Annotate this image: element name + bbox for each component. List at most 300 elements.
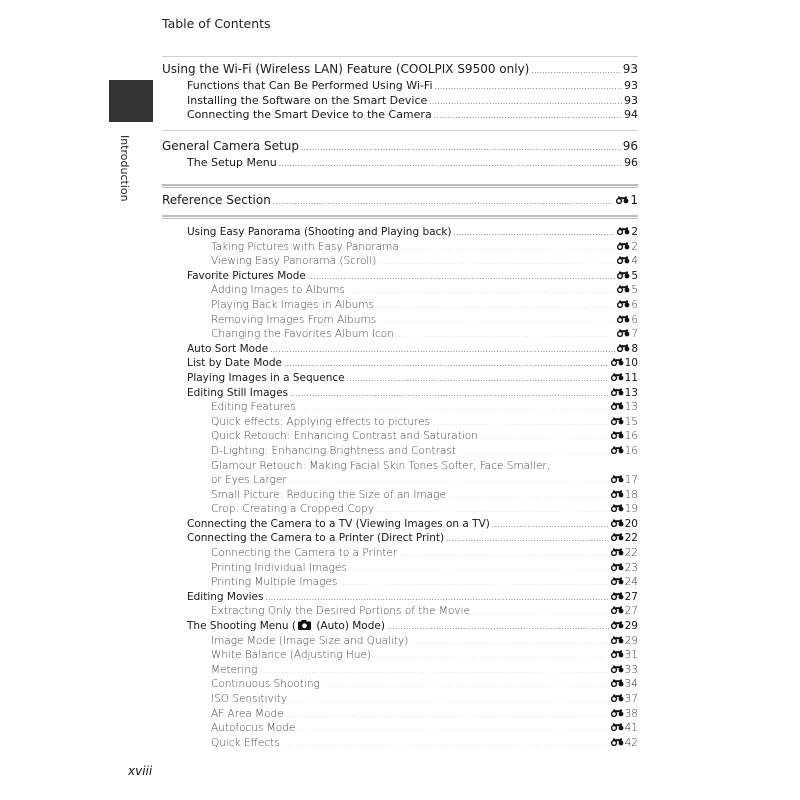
toc-entry-title-text: Using Easy Panorama (Shooting and Playing back) <box>187 226 452 238</box>
dot-leader <box>399 547 608 562</box>
toc-entry-page <box>611 648 638 663</box>
toc-entry[interactable] <box>162 327 638 342</box>
page-number: 96 <box>622 139 638 153</box>
page-number: 41 <box>624 722 638 735</box>
toc-entry-title <box>162 137 299 156</box>
binoculars-reference-icon <box>617 342 630 350</box>
toc-entry-title-text: Viewing Easy Panorama (Scroll) <box>211 255 377 268</box>
toc-entry-title <box>211 488 446 503</box>
toc-entry-title <box>211 575 337 590</box>
toc-entry-page <box>611 371 638 386</box>
toc-entry[interactable] <box>162 137 638 156</box>
toc-entry-page <box>611 546 638 561</box>
dot-leader <box>446 532 608 547</box>
toc-entry-title-text: The Setup Menu <box>187 156 277 169</box>
dot-leader <box>401 241 616 256</box>
dot-leader <box>279 157 622 172</box>
toc-entry-title <box>211 721 295 736</box>
toc-entry-page <box>611 444 638 459</box>
toc-entry-title <box>211 473 287 488</box>
toc-entry-title-text: Connecting the Smart Device to the Camera <box>187 108 432 121</box>
toc-entry-title <box>162 60 529 79</box>
page-number: 23 <box>624 561 638 574</box>
toc-entry-title <box>211 313 376 328</box>
page-number: 17 <box>624 474 638 487</box>
page-number: 2 <box>631 240 638 253</box>
toc-entry-title-text: Installing the Software on the Smart Device <box>187 93 428 107</box>
toc-entry-title <box>211 283 345 298</box>
toc-entry[interactable] <box>162 517 638 532</box>
dot-leader <box>410 635 608 650</box>
page-number: 94 <box>624 108 638 121</box>
toc-entry-title-text: Metering <box>211 663 258 676</box>
toc-entry-page <box>617 254 638 269</box>
toc-entry-page <box>617 327 638 342</box>
page-number: 5 <box>631 284 638 297</box>
toc-entry-page <box>611 604 638 619</box>
section-tab-label: Introduction <box>118 135 131 202</box>
toc-entry-title-text: Crop: Creating a Cropped Copy <box>211 503 375 516</box>
toc-entry[interactable] <box>162 663 638 678</box>
page-number: 6 <box>631 298 638 311</box>
toc-entry-title-text: Quick effects: Applying effects to pictures <box>211 415 431 428</box>
toc-entry[interactable] <box>162 619 638 634</box>
toc-entry-title <box>187 156 277 171</box>
toc-entry[interactable] <box>162 692 638 707</box>
binoculars-reference-icon <box>617 254 630 262</box>
toc-entry[interactable] <box>162 531 638 546</box>
binoculars-reference-icon <box>611 444 624 452</box>
toc-entry[interactable] <box>162 488 638 503</box>
toc-entry[interactable] <box>162 590 638 605</box>
binoculars-reference-icon <box>611 619 624 627</box>
camera-icon <box>298 620 311 630</box>
toc-entry-page <box>611 575 638 590</box>
toc-entry-title <box>211 298 374 313</box>
toc-entry[interactable] <box>162 721 638 736</box>
toc-entry-title-text: Printing Multiple Images <box>211 576 338 589</box>
binoculars-reference-icon <box>611 400 624 408</box>
dot-leader <box>282 737 609 752</box>
toc-entry[interactable] <box>162 634 638 649</box>
page-number: 16 <box>624 430 638 443</box>
binoculars-reference-icon <box>617 298 630 306</box>
dot-leader <box>373 649 609 664</box>
toc-entry-title-text: Removing Images From Albums <box>211 313 377 326</box>
toc-entry-title <box>162 191 271 210</box>
binoculars-reference-icon <box>617 283 630 291</box>
binoculars-reference-icon <box>611 415 624 423</box>
page-number: 27 <box>624 605 638 618</box>
page-number: 93 <box>624 93 638 107</box>
binoculars-reference-icon <box>617 225 630 233</box>
toc-entry-title-text: Glamour Retouch: Making Facial Skin Tones Softer, Face Smaller, <box>211 459 551 472</box>
toc-entry-title <box>211 546 397 561</box>
toc-entry-title <box>187 108 432 123</box>
toc-entry-title <box>211 648 371 663</box>
toc-entry[interactable] <box>162 502 638 517</box>
toc-entry-title-text: Playing Images in a Sequence <box>187 371 345 384</box>
toc-entry[interactable] <box>162 648 638 663</box>
toc-entry-title <box>211 327 394 342</box>
toc-entry-title <box>211 459 550 474</box>
rule-reference-bottom <box>162 215 638 219</box>
toc-entry[interactable] <box>162 371 638 386</box>
toc-entry-title <box>211 502 374 517</box>
toc-entry-page <box>617 342 638 357</box>
toc-entry-title <box>211 692 287 707</box>
toc-entry-page <box>611 692 638 707</box>
toc-entry-title <box>211 444 456 459</box>
toc-entry-title-text: Editing Still Images <box>187 386 289 399</box>
toc-entry-title-text: General Camera Setup <box>162 139 299 153</box>
binoculars-reference-icon <box>617 269 630 277</box>
dot-leader <box>322 678 609 693</box>
toc-entry-page <box>617 313 638 328</box>
page-number: 27 <box>624 590 638 603</box>
toc-entry[interactable] <box>162 575 638 590</box>
toc-entry-title-text: Favorite Pictures Mode <box>187 269 306 282</box>
binoculars-reference-icon <box>611 575 624 583</box>
dot-leader <box>454 226 616 241</box>
page-number: 5 <box>631 269 638 282</box>
toc-entry[interactable] <box>162 459 638 474</box>
dot-leader <box>270 343 615 358</box>
dot-leader <box>298 401 609 416</box>
page-number: 16 <box>624 444 638 457</box>
toc-entry-title <box>187 225 452 240</box>
toc-group-setup <box>162 137 638 171</box>
page-number: 96 <box>624 156 638 169</box>
rule-setup <box>162 130 638 131</box>
binoculars-reference-icon <box>611 502 624 510</box>
toc-entry-page <box>623 60 638 79</box>
toc-entry-title <box>211 561 347 576</box>
binoculars-reference-icon <box>611 721 624 729</box>
toc-entry-page <box>611 590 638 605</box>
dot-leader <box>458 445 609 460</box>
dot-leader <box>448 489 609 504</box>
toc-entry-page <box>611 488 638 503</box>
page-number: 34 <box>624 678 638 691</box>
toc-entry-title-text: Small Picture: Reducing the Size of an Image <box>211 488 446 501</box>
dot-leader <box>284 357 609 372</box>
page-number: 8 <box>631 342 638 355</box>
toc-entry[interactable] <box>162 298 638 313</box>
toc-entry-title-text: List by Date Mode <box>187 357 282 370</box>
toc-entry-title <box>187 531 444 546</box>
page-number: 4 <box>631 255 638 268</box>
toc-entry[interactable] <box>162 473 638 488</box>
dot-leader <box>339 576 608 591</box>
toc-entry-title <box>187 386 288 401</box>
toc-entry-title-text: The Shooting Menu ( <box>187 620 296 633</box>
toc-entry-page <box>617 298 638 313</box>
toc-entry-title <box>211 415 430 430</box>
binoculars-reference-icon <box>611 546 624 554</box>
binoculars-reference-icon <box>611 648 624 656</box>
page-number: 18 <box>624 488 638 501</box>
toc-entry-page <box>611 619 638 634</box>
page-number: 33 <box>624 663 638 676</box>
page-number: 22 <box>624 532 638 545</box>
toc-entry[interactable] <box>162 546 638 561</box>
binoculars-reference-icon <box>611 677 624 685</box>
dot-leader <box>429 95 622 110</box>
page-folio: xviii <box>128 764 153 778</box>
toc-entry-title-text: ISO Sensitivity <box>211 693 288 705</box>
toc-entry[interactable] <box>162 444 638 459</box>
page-number: 1 <box>630 193 638 207</box>
toc-entry-page <box>624 108 638 123</box>
toc-entry-page <box>611 517 638 532</box>
toc-entry-title-text: Extracting Only the Desired Portions of the Movie <box>211 605 470 618</box>
page-number: 31 <box>624 649 638 662</box>
toc-entry-title <box>187 517 490 532</box>
toc-entry-title-text: Autofocus Mode <box>211 722 296 735</box>
toc-entry[interactable] <box>162 108 638 123</box>
toc-entry-page <box>617 269 638 284</box>
dot-leader <box>376 503 609 518</box>
toc-entry-title <box>211 604 470 619</box>
toc-entry-title-text: Taking Pictures with Easy Panorama <box>211 240 399 253</box>
dot-leader <box>349 562 609 577</box>
toc-entry-page <box>611 736 638 751</box>
dot-leader <box>434 109 622 124</box>
toc-entry-title-text: AF Area Mode <box>211 707 284 720</box>
dot-leader <box>289 693 609 708</box>
binoculars-reference-icon <box>611 604 624 612</box>
page-number: 2 <box>631 226 638 238</box>
toc-entry-title-text: Adding Images to Albums <box>211 284 345 297</box>
dot-leader <box>480 430 609 445</box>
page-number: 10 <box>624 357 638 370</box>
binoculars-reference-icon <box>611 692 624 700</box>
toc-entry-title <box>187 371 345 386</box>
toc-entry[interactable] <box>162 313 638 328</box>
toc-entry-page <box>623 137 638 156</box>
toc-entry-title-text: Connecting the Camera to a TV (Viewing Images on a TV) <box>187 517 490 530</box>
binoculars-reference-icon <box>617 240 630 248</box>
page-number: 19 <box>624 503 638 516</box>
dot-leader <box>347 372 609 387</box>
binoculars-reference-icon <box>611 531 624 539</box>
toc-entry-page <box>611 473 638 488</box>
toc-entry[interactable] <box>162 604 638 619</box>
toc-reference-entries <box>162 225 638 750</box>
binoculars-reference-icon <box>611 517 624 525</box>
toc-entry-page <box>611 634 638 649</box>
toc-entry-title-text: Image Mode (Image Size and Quality) <box>211 634 409 647</box>
toc-entry-title <box>187 619 385 634</box>
toc-entry[interactable] <box>162 240 638 255</box>
toc-entry-title <box>187 94 427 109</box>
binoculars-reference-icon <box>611 356 624 364</box>
page-header: Table of Contents <box>162 16 271 31</box>
toc-entry-title <box>187 269 306 284</box>
toc-entry-title-text: or Eyes Larger <box>211 474 287 487</box>
page-number: 42 <box>624 736 638 749</box>
toc-entry-title <box>187 356 282 371</box>
toc-entry-page <box>617 283 638 298</box>
toc-entry-title-text: Connecting the Camera to a Printer (Direct Print) <box>187 532 445 545</box>
binoculars-reference-icon <box>611 736 624 744</box>
dot-leader <box>492 518 609 533</box>
dot-leader <box>297 722 608 737</box>
toc-entry-page <box>624 156 638 171</box>
toc-entry[interactable] <box>162 269 638 284</box>
binoculars-reference-icon <box>611 473 624 481</box>
toc-entry-title <box>187 79 433 94</box>
binoculars-reference-icon <box>611 663 624 671</box>
toc-group-reference <box>162 191 638 210</box>
toc-entry[interactable] <box>162 94 638 109</box>
rule-top <box>162 56 638 57</box>
toc-entry[interactable] <box>162 191 638 210</box>
page-number: 13 <box>624 386 638 399</box>
toc-entry-title-text: Playing Back Images in Albums <box>211 298 374 311</box>
toc-entry[interactable] <box>162 429 638 444</box>
toc-entry-page <box>611 531 638 546</box>
toc-entry[interactable] <box>162 225 638 240</box>
toc-entry[interactable] <box>162 677 638 692</box>
toc-entry-title <box>211 429 478 444</box>
dot-leader <box>289 474 609 489</box>
toc-entry-page <box>611 677 638 692</box>
toc-entry-page <box>611 663 638 678</box>
page-number: 93 <box>624 79 638 92</box>
toc-entry-page <box>611 429 638 444</box>
page-number: 29 <box>624 634 638 647</box>
toc-entry[interactable] <box>162 561 638 576</box>
binoculars-reference-icon <box>616 191 629 199</box>
page-number: 20 <box>624 517 638 530</box>
toc-entry-title-text: Quick Effects <box>211 736 280 749</box>
dot-leader <box>265 591 608 606</box>
dot-leader <box>435 80 622 95</box>
toc-entry-title <box>211 707 284 722</box>
toc-entry-title <box>211 240 399 255</box>
toc-entry-title-text: Connecting the Camera to a Printer <box>211 547 398 560</box>
toc-entry-title-text: Editing Features <box>211 401 296 414</box>
binoculars-reference-icon <box>617 313 630 321</box>
page-number: 22 <box>624 547 638 560</box>
toc-entry-page <box>611 356 638 371</box>
binoculars-reference-icon <box>611 488 624 496</box>
dot-leader <box>259 664 608 679</box>
page-number: 29 <box>624 620 638 633</box>
binoculars-reference-icon <box>611 707 624 715</box>
section-tab-marker <box>109 80 153 122</box>
binoculars-reference-icon <box>611 429 624 437</box>
binoculars-reference-icon <box>611 590 624 598</box>
toc-entry-page <box>617 240 638 255</box>
dot-leader <box>378 255 615 270</box>
dot-leader <box>376 299 615 314</box>
toc-entry-title-text: Changing the Favorites Album Icon <box>211 328 394 341</box>
toc-entry[interactable] <box>162 79 638 94</box>
toc-entry-page <box>611 502 638 517</box>
dot-leader <box>301 139 621 158</box>
toc-entry[interactable] <box>162 254 638 269</box>
toc-entry[interactable] <box>162 342 638 357</box>
binoculars-reference-icon <box>611 561 624 569</box>
toc-entry[interactable] <box>162 415 638 430</box>
toc-entry-page <box>611 707 638 722</box>
dot-leader <box>387 620 609 635</box>
toc-entry-title-text: White Balance (Adjusting Hue) <box>211 649 371 662</box>
toc-entry-title-text: Using the Wi-Fi (Wireless LAN) Feature (COOLPIX S9500 only) <box>162 62 530 76</box>
toc-entry-page <box>611 561 638 576</box>
page-number: 37 <box>624 693 638 705</box>
page-number: 15 <box>624 415 638 428</box>
toc-entry-title-text: Quick Retouch: Enhancing Contrast and Saturation <box>211 430 478 443</box>
page-number: 24 <box>624 576 638 589</box>
page-number: 7 <box>631 328 638 341</box>
dot-leader <box>273 193 615 212</box>
dot-leader <box>347 284 615 299</box>
toc-entry[interactable] <box>162 156 638 171</box>
toc-entry-page <box>617 225 638 240</box>
toc-entry-title-text: (Auto) Mode) <box>313 620 385 633</box>
page-number: 38 <box>624 707 638 720</box>
toc-entry-title-text: Reference Section <box>162 193 271 207</box>
toc-entry[interactable] <box>162 356 638 371</box>
toc-entry-page <box>624 94 638 109</box>
dot-leader <box>531 62 620 81</box>
dot-leader <box>472 605 609 620</box>
dot-leader <box>286 708 609 723</box>
toc-entry-title-text: Functions that Can Be Performed Using Wi-Fi <box>187 79 433 92</box>
toc-entry[interactable] <box>162 400 638 415</box>
dot-leader <box>378 314 615 329</box>
dot-leader <box>432 416 608 431</box>
toc-entry-title <box>211 254 376 269</box>
rule-reference-top <box>162 184 638 188</box>
toc-entry-title <box>187 342 268 357</box>
toc-entry-title <box>211 634 408 649</box>
toc-entry-title <box>187 590 263 605</box>
toc-entry-title <box>211 736 280 751</box>
binoculars-reference-icon <box>611 634 624 642</box>
toc-entry-title <box>211 663 257 678</box>
toc-entry-title-text: Printing Individual Images <box>211 561 347 574</box>
toc-entry-page <box>616 191 638 210</box>
toc-entry[interactable] <box>162 736 638 751</box>
page-number: 93 <box>622 62 638 76</box>
toc-entry-page <box>611 415 638 430</box>
toc-entry-page <box>611 400 638 415</box>
toc-entry[interactable] <box>162 386 638 401</box>
page-number: 6 <box>631 313 638 326</box>
toc-group-wifi <box>162 60 638 123</box>
page-number: 11 <box>624 371 638 384</box>
toc-entry-title-text: D-Lighting: Enhancing Brightness and Contrast <box>211 444 457 457</box>
dot-leader <box>396 328 615 343</box>
binoculars-reference-icon <box>611 386 624 394</box>
toc-entry-title <box>211 400 296 415</box>
toc-entry[interactable] <box>162 707 638 722</box>
toc-entry-page <box>624 79 638 94</box>
toc-entry[interactable] <box>162 283 638 298</box>
page-number: 13 <box>624 401 638 414</box>
binoculars-reference-icon <box>617 327 630 335</box>
dot-leader <box>308 270 615 285</box>
binoculars-reference-icon <box>611 371 624 379</box>
toc-entry[interactable] <box>162 60 638 79</box>
toc-entry-page <box>611 386 638 401</box>
toc-entry-title-text: Auto Sort Mode <box>187 342 269 355</box>
